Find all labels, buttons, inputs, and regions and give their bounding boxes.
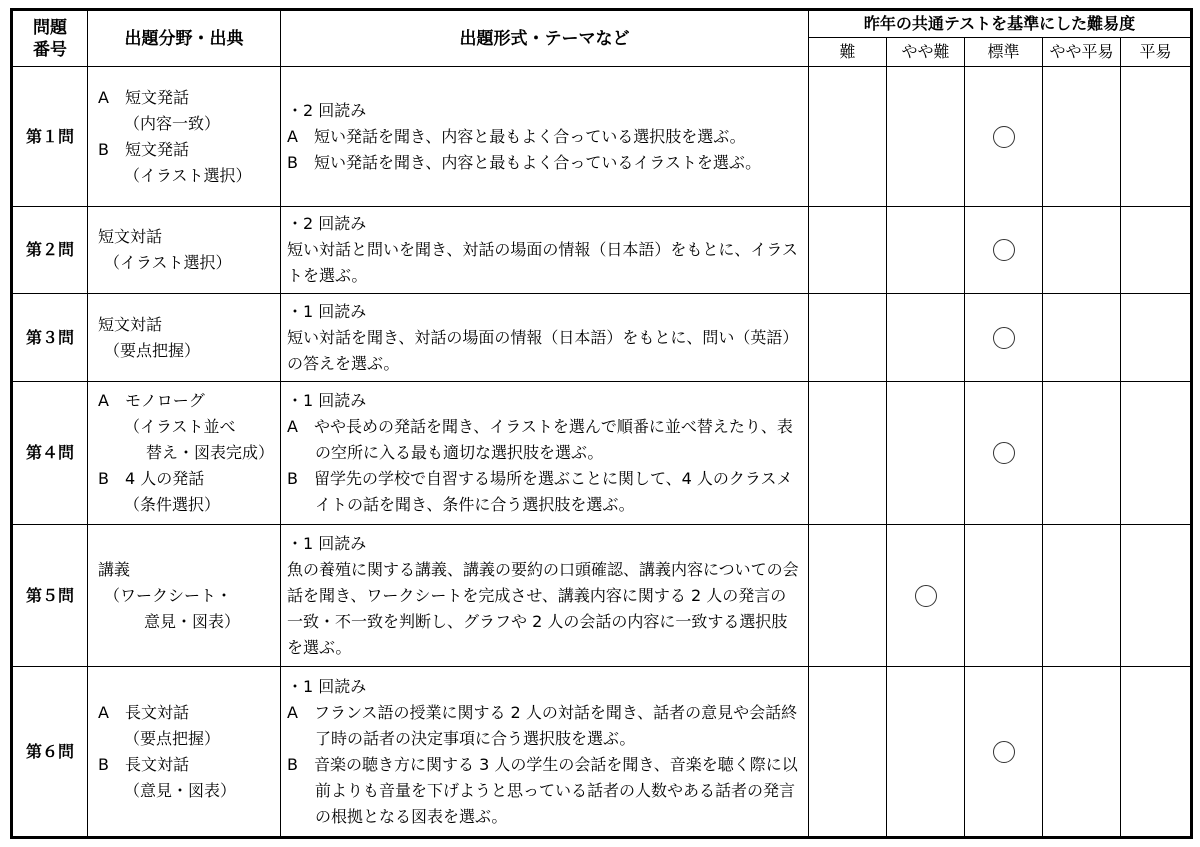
difficulty-cell bbox=[887, 67, 965, 207]
difficulty-cell bbox=[809, 525, 887, 667]
header-field-source: 出題分野・出典 bbox=[88, 10, 281, 67]
format-cell bbox=[281, 667, 809, 838]
difficulty-mark-icon bbox=[993, 442, 1015, 464]
difficulty-cell bbox=[1043, 525, 1121, 667]
format-cell bbox=[281, 382, 809, 525]
difficulty-cell bbox=[809, 294, 887, 382]
field-line: 替え・図表完成） bbox=[146, 443, 275, 462]
field-line: B 長文対話 bbox=[98, 754, 189, 774]
difficulty-cell bbox=[809, 207, 887, 294]
difficulty-cell bbox=[1121, 667, 1192, 838]
format-line: B 留学先の学校で自習する場所を選ぶことに関して、4 人のクラスメイトの話を聞き、条件に合う選択肢を選ぶ。 bbox=[287, 469, 793, 514]
difficulty-mark-icon bbox=[915, 585, 937, 607]
format-line: A フランス語の授業に関する 2 人の対話を聞き、話者の意見や会話終了時の話者の決定事項に合う選択肢を選ぶ。 bbox=[287, 702, 798, 748]
header-question-number-line1: 問題 bbox=[33, 17, 67, 38]
difficulty-cell bbox=[887, 667, 965, 838]
field-line: （条件選択） bbox=[124, 495, 221, 514]
difficulty-mark-icon bbox=[993, 239, 1015, 261]
field-line: （イラスト並べ bbox=[124, 417, 236, 436]
format-line: A 短い発話を聞き、内容と最もよく合っている選択肢を選ぶ。 bbox=[287, 126, 746, 146]
table-row bbox=[12, 294, 1192, 382]
field-line: （要点把握） bbox=[104, 340, 201, 360]
header-level-somewhat-hard: やや難 bbox=[887, 38, 965, 67]
field-line: （イラスト選択） bbox=[124, 165, 252, 185]
difficulty-cell bbox=[1121, 67, 1192, 207]
field-line: B 短文発話 bbox=[98, 139, 189, 159]
table-row bbox=[12, 525, 1192, 667]
difficulty-cell bbox=[965, 382, 1043, 525]
format-line: ・1 回読み bbox=[287, 676, 367, 696]
difficulty-cell bbox=[965, 294, 1043, 382]
header-format-theme: 出題形式・テーマなど bbox=[281, 10, 809, 67]
format-cell bbox=[281, 294, 809, 382]
field-line: A モノローグ bbox=[98, 391, 205, 410]
format-line: 魚の養殖に関する講義、講義の要約の口頭確認、講義内容についての会話を聞き、ワークシートを完成させ、講義内容に関する 2 人の発言の一致・不一致を判断し、グラフや 2 人の会話の内容に一致する選択肢を選ぶ。 bbox=[287, 559, 799, 657]
question-number: 第６問 bbox=[12, 667, 88, 838]
table-row bbox=[12, 382, 1192, 525]
difficulty-cell bbox=[1121, 525, 1192, 667]
format-line: ・1 回読み bbox=[287, 391, 367, 410]
field-line: B 4 人の発話 bbox=[98, 469, 205, 488]
field-line: （ワークシート・ bbox=[104, 585, 233, 605]
header-level-somewhat-easy: やや平易 bbox=[1043, 38, 1121, 67]
format-cell bbox=[281, 207, 809, 294]
format-line: ・1 回読み bbox=[287, 533, 367, 553]
field-line: （イラスト選択） bbox=[104, 253, 232, 272]
difficulty-cell bbox=[887, 525, 965, 667]
header-question-number-line2: 番号 bbox=[33, 39, 67, 60]
header-row-1 bbox=[12, 10, 1192, 38]
difficulty-cell bbox=[1043, 67, 1121, 207]
header-level-easy: 平易 bbox=[1121, 38, 1192, 67]
format-line: B 音楽の聴き方に関する 3 人の学生の会話を聞き、音楽を聴く際に以前よりも音量を下げようと思っている話者の人数やある話者の発言の根拠となる図表を選ぶ。 bbox=[287, 754, 798, 826]
difficulty-cell bbox=[809, 67, 887, 207]
difficulty-cell bbox=[965, 525, 1043, 667]
question-number: 第１問 bbox=[12, 67, 88, 207]
field-line: （意見・図表） bbox=[124, 780, 237, 800]
field-cell bbox=[88, 67, 281, 207]
difficulty-mark-icon bbox=[993, 327, 1015, 349]
header-difficulty: 昨年の共通テストを基準にした難易度 bbox=[809, 10, 1192, 38]
header-question-number bbox=[12, 10, 88, 67]
field-line: （内容一致） bbox=[124, 113, 221, 133]
question-number: 第５問 bbox=[12, 525, 88, 667]
format-line: ・2 回読み bbox=[287, 100, 367, 120]
field-cell bbox=[88, 382, 281, 525]
field-line: 短文対話 bbox=[98, 227, 163, 246]
field-line: （要点把握） bbox=[124, 728, 221, 748]
format-line: 短い対話を聞き、対話の場面の情報（日本語）をもとに、問い（英語）の答えを選ぶ。 bbox=[287, 327, 799, 373]
field-cell bbox=[88, 207, 281, 294]
difficulty-cell bbox=[965, 667, 1043, 838]
difficulty-mark-icon bbox=[993, 126, 1015, 148]
format-line: B 短い発話を聞き、内容と最もよく合っているイラストを選ぶ。 bbox=[287, 152, 762, 172]
table-row bbox=[12, 207, 1192, 294]
table-row bbox=[12, 67, 1192, 207]
question-number: 第２問 bbox=[12, 207, 88, 294]
format-line: ・2 回読み bbox=[287, 214, 367, 233]
field-cell bbox=[88, 294, 281, 382]
format-cell bbox=[281, 67, 809, 207]
difficulty-cell bbox=[887, 207, 965, 294]
field-line: 意見・図表） bbox=[144, 611, 241, 631]
difficulty-cell bbox=[887, 382, 965, 525]
field-line: A 短文発話 bbox=[98, 87, 189, 107]
exam-analysis-table bbox=[10, 8, 1193, 839]
difficulty-cell bbox=[809, 667, 887, 838]
difficulty-cell bbox=[1121, 382, 1192, 525]
difficulty-cell bbox=[1043, 207, 1121, 294]
difficulty-cell bbox=[965, 207, 1043, 294]
difficulty-cell bbox=[809, 382, 887, 525]
format-line: ・1 回読み bbox=[287, 301, 367, 321]
difficulty-cell bbox=[887, 294, 965, 382]
field-line: 短文対話 bbox=[98, 314, 163, 334]
difficulty-mark-icon bbox=[993, 741, 1015, 763]
difficulty-cell bbox=[1121, 294, 1192, 382]
header-level-standard: 標準 bbox=[965, 38, 1043, 67]
exam-analysis-sheet bbox=[10, 8, 1190, 839]
difficulty-cell bbox=[1121, 207, 1192, 294]
format-line: A やや長めの発話を聞き、イラストを選んで順番に並べ替えたり、表の空所に入る最も適切な選択肢を選ぶ。 bbox=[287, 417, 793, 462]
field-cell bbox=[88, 525, 281, 667]
field-line: 講義 bbox=[98, 559, 131, 579]
difficulty-cell bbox=[965, 67, 1043, 207]
header-level-hard: 難 bbox=[809, 38, 887, 67]
difficulty-cell bbox=[1043, 294, 1121, 382]
format-line: 短い対話と問いを聞き、対話の場面の情報（日本語）をもとに、イラストを選ぶ。 bbox=[287, 240, 798, 285]
field-cell bbox=[88, 667, 281, 838]
difficulty-cell bbox=[1043, 382, 1121, 525]
format-cell bbox=[281, 525, 809, 667]
question-number: 第４問 bbox=[12, 382, 88, 525]
difficulty-cell bbox=[1043, 667, 1121, 838]
field-line: A 長文対話 bbox=[98, 702, 189, 722]
question-number: 第３問 bbox=[12, 294, 88, 382]
table-row bbox=[12, 667, 1192, 838]
